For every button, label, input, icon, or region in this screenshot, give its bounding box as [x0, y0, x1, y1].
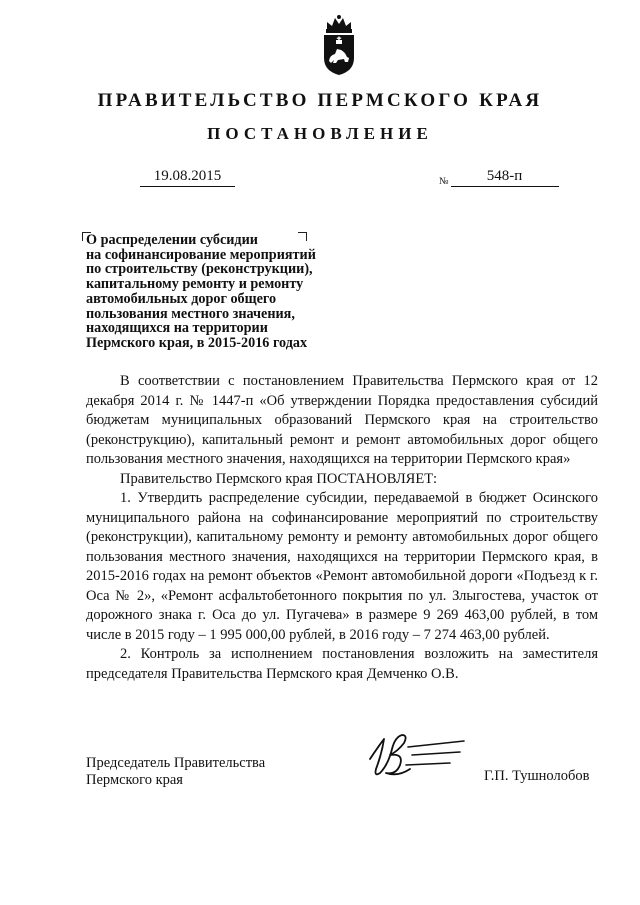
resolution-statement: Правительство Пермского края ПОСТАНОВЛЯЕТ: — [120, 470, 438, 487]
signatory-position-line: Председатель Правительства — [86, 755, 266, 771]
signatory-position — [86, 755, 265, 788]
document-number-block — [439, 168, 559, 187]
subject-line: автомобильных дорог общего — [86, 290, 277, 307]
document-body — [86, 372, 598, 684]
handwritten-signature — [364, 725, 469, 783]
document-type: ПОСТАНОВЛЕНИЕ — [207, 124, 433, 143]
subject-line: Пермского края, в 2015-2016 годах — [86, 334, 308, 351]
subject-line: на софинансирование мероприятий — [86, 246, 316, 263]
preamble-paragraph: В соответствии с постановлением Правительства Пермского края от 12 декабря 2014 г. № 1447-п «Об утверждении Порядка предоставления субсидий бюджетам муниципальных образований Пермского края на строительство (реконструкцию), капитальный ремонт и ремонт автомобильных дорог общего пользования местного значения, находящихся на территории Пермского края» — [86, 373, 598, 467]
signatory-name: Г.П. Тушнолобов — [484, 768, 590, 784]
subject-line: О распределении субсидии — [86, 232, 258, 248]
coat-of-arms-icon — [319, 14, 359, 76]
government-title: ПРАВИТЕЛЬСТВО ПЕРМСКОГО КРАЯ — [97, 90, 543, 111]
subject-line: по строительству (реконструкции), — [86, 261, 313, 278]
document-date: 19.08.2015 — [140, 168, 235, 187]
signatory-position-line: Пермского края — [86, 771, 183, 788]
clause-1-paragraph: 1. Утвердить распределение субсидии, передаваемой в бюджет Осинского муниципального района на софинансирование мероприятий по строительству (реконструкции), капитальному ремонту и ремонту автомобильных дорог общего пользования местного значения, находящихся на территории Пермского края, в 2015-2016 годах на ремонт объектов «Ремонт автомобильной дороги «Подъезд к г. Оса № 2», «Ремонт асфальтобетонного покрытия по ул. Злыгостева, участок от дорожного знака г. Оса до ул. Пугачева» в размере 9 269 463,00 рублей, в том числе в 2015 году – 1 995 000,00 рублей, в 2016 году – 7 274 463,00 рублей. — [86, 490, 598, 643]
subject-line: капитальному ремонту и ремонту — [86, 276, 304, 293]
clause-2-paragraph: 2. Контроль за исполнением постановления возложить на заместителя председателя Правительства Пермского края Демченко О.В. — [86, 646, 598, 682]
document-subject — [86, 233, 346, 351]
document-number: 548-п — [451, 168, 559, 187]
subject-line: находящихся на территории — [86, 320, 268, 337]
subject-line: пользования местного значения, — [86, 305, 295, 322]
number-sign: № — [439, 176, 449, 187]
